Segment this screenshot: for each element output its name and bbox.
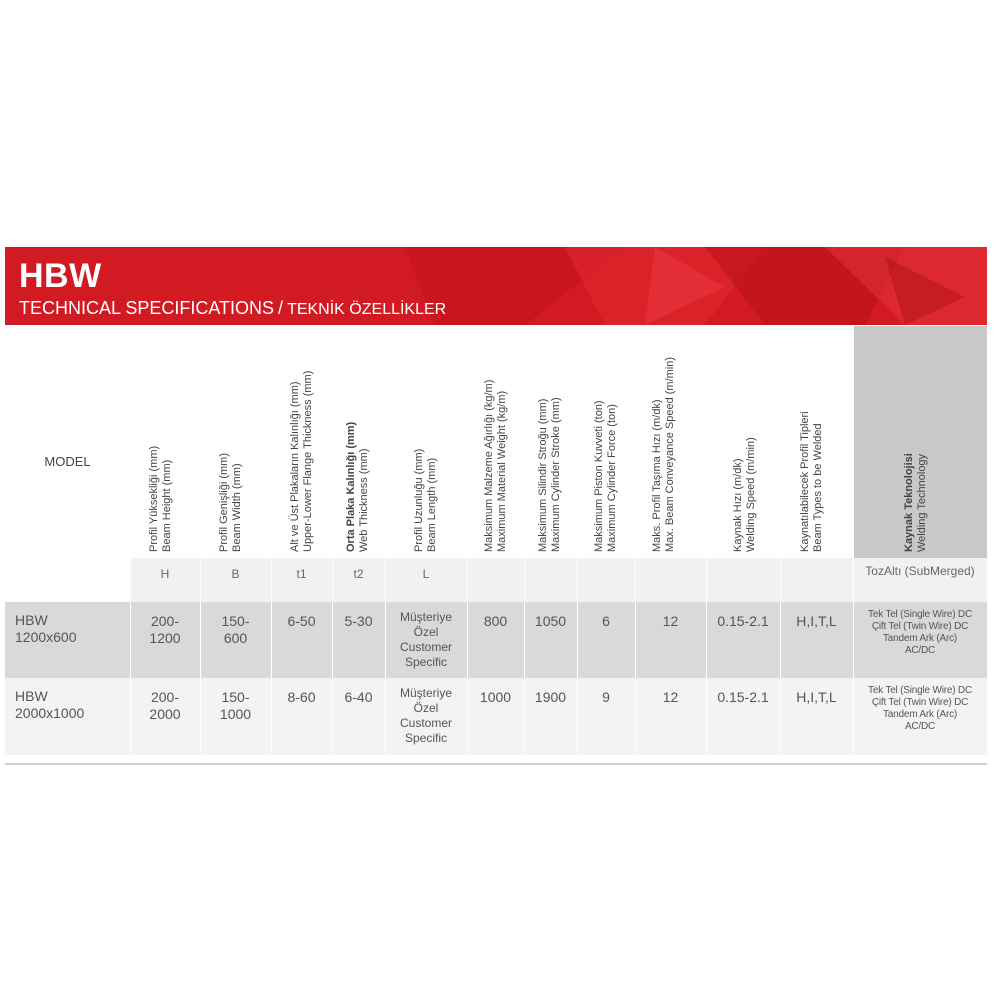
model-line1: HBW [15, 612, 48, 628]
symbol-technology: TozAltı (SubMerged) [865, 564, 975, 578]
column-header-flange-thickness [289, 332, 315, 552]
row1-technology: Tek Tel (Single Wire) DC Çift Tel (Twin Wire) DC Tandem Ark (Arc) AC/DC [868, 609, 972, 656]
column-header-beam-types [799, 342, 825, 552]
row1-length: Müşteriye Özel Customer Specific [399, 610, 452, 669]
header-banner [5, 247, 987, 325]
model-line2: 2000x1000 [15, 705, 85, 721]
symbol-height: H [160, 567, 170, 581]
model-line1: HBW [15, 688, 48, 704]
header-en: Maximum Cylinder Stroke (mm) [550, 397, 562, 552]
row1-t2: 5-30 [344, 613, 373, 629]
header-tr: Maksimum Malzeme Ağırlığı (kg/m) [483, 379, 495, 552]
row2-welding-speed: 0.15-2.1 [717, 689, 769, 705]
row2-types: H,I,T,L [796, 689, 837, 705]
row1-stroke: 1050 [534, 613, 567, 629]
row2-t2: 6-40 [344, 689, 373, 705]
symbol-t2: t2 [353, 567, 364, 581]
header-tr: Profil Genişliği (mm) [218, 452, 230, 552]
header-tr: Maksimum Piston Kuvveti (ton) [593, 400, 605, 552]
row2-height: 200- 2000 [149, 689, 181, 722]
header-en: Max. Beam Conveyance Speed (m/min) [664, 356, 676, 552]
row1-welding-speed: 0.15-2.1 [717, 613, 769, 629]
header-tr: Alt ve Üst Plakaların Kalınlığı (mm) [289, 381, 301, 552]
column-header-welding-speed [732, 342, 758, 552]
header-en: Maximum Material Weight (kg/m) [496, 390, 508, 552]
symbol-length: L [422, 567, 430, 581]
header-tr: Kaynak Teknolojisi [903, 453, 915, 552]
symbol-t1: t1 [296, 567, 307, 581]
header-tr: Profil Yüksekliği (mm) [148, 445, 160, 552]
column-header-cylinder-force [593, 332, 619, 552]
header-en: Beam Height (mm) [161, 459, 173, 552]
table-bottom-rule [5, 763, 987, 765]
row1-force: 6 [602, 613, 610, 629]
header-en: Upper-Lower Flange Thickness (mm) [302, 370, 314, 552]
row2-width: 150- 1000 [219, 689, 252, 722]
symbol-width: B [231, 567, 240, 581]
column-header-material-weight [483, 332, 509, 552]
banner-subtitle [19, 298, 446, 319]
row2-stroke: 1900 [534, 689, 567, 705]
model-line2: 1200x600 [15, 629, 77, 645]
row1-t1: 6-50 [287, 613, 316, 629]
row1-weight: 800 [483, 613, 508, 629]
header-tr: Maksimum Silindir Stroğu (mm) [537, 398, 549, 552]
header-tr: Maks. Profil Taşıma Hızı (m/dk) [651, 399, 663, 552]
subtitle-tr: TEKNİK ÖZELLİKLER [287, 301, 447, 318]
banner-title: HBW [19, 257, 102, 295]
row1-model [15, 612, 77, 646]
header-en: Beam Types to be Welded [812, 423, 824, 552]
column-header-width [218, 342, 244, 552]
spec-table [5, 326, 987, 755]
column-header-conveyance-speed [651, 347, 677, 552]
row1-types: H,I,T,L [796, 613, 837, 629]
column-header-web-thickness [345, 342, 371, 552]
row1-height: 200- 1200 [149, 613, 181, 646]
header-en: Beam Width (mm) [231, 463, 243, 552]
header-en: Web Thickness (mm) [358, 448, 370, 552]
column-header-length [413, 342, 439, 552]
row1-conveyance: 12 [662, 613, 679, 629]
subtitle-separator: / [278, 298, 284, 318]
row2-weight: 1000 [479, 689, 512, 705]
header-tr: Kaynatılabilecek Profil Tipleri [799, 411, 811, 552]
column-header-cylinder-stroke [537, 332, 563, 552]
header-en: Maximum Cylinder Force (ton) [606, 404, 618, 552]
header-en: Beam Length (mm) [426, 457, 438, 552]
row2-t1: 8-60 [287, 689, 316, 705]
row2-length: Müşteriye Özel Customer Specific [399, 686, 452, 745]
row2-force: 9 [602, 689, 610, 705]
row2-model [15, 688, 84, 722]
header-tr: Profil Uzunluğu (mm) [413, 448, 425, 552]
header-tr: Orta Plaka Kalınlığı (mm) [345, 421, 357, 552]
model-header: MODEL [44, 454, 91, 469]
subtitle-en: TECHNICAL SPECIFICATIONS [19, 298, 275, 318]
header-en: Welding Technology [916, 453, 928, 552]
header-en: Welding Speed (m/min) [745, 437, 757, 552]
row2-technology: Tek Tel (Single Wire) DC Çift Tel (Twin Wire) DC Tandem Ark (Arc) AC/DC [868, 685, 972, 732]
row1-width: 150- 600 [221, 613, 250, 646]
row2-conveyance: 12 [662, 689, 679, 705]
column-header-height [148, 342, 174, 552]
model-symbol-cell [5, 558, 130, 602]
header-tr: Kaynak Hızı (m/dk) [732, 458, 744, 552]
column-header-welding-technology [903, 342, 929, 552]
